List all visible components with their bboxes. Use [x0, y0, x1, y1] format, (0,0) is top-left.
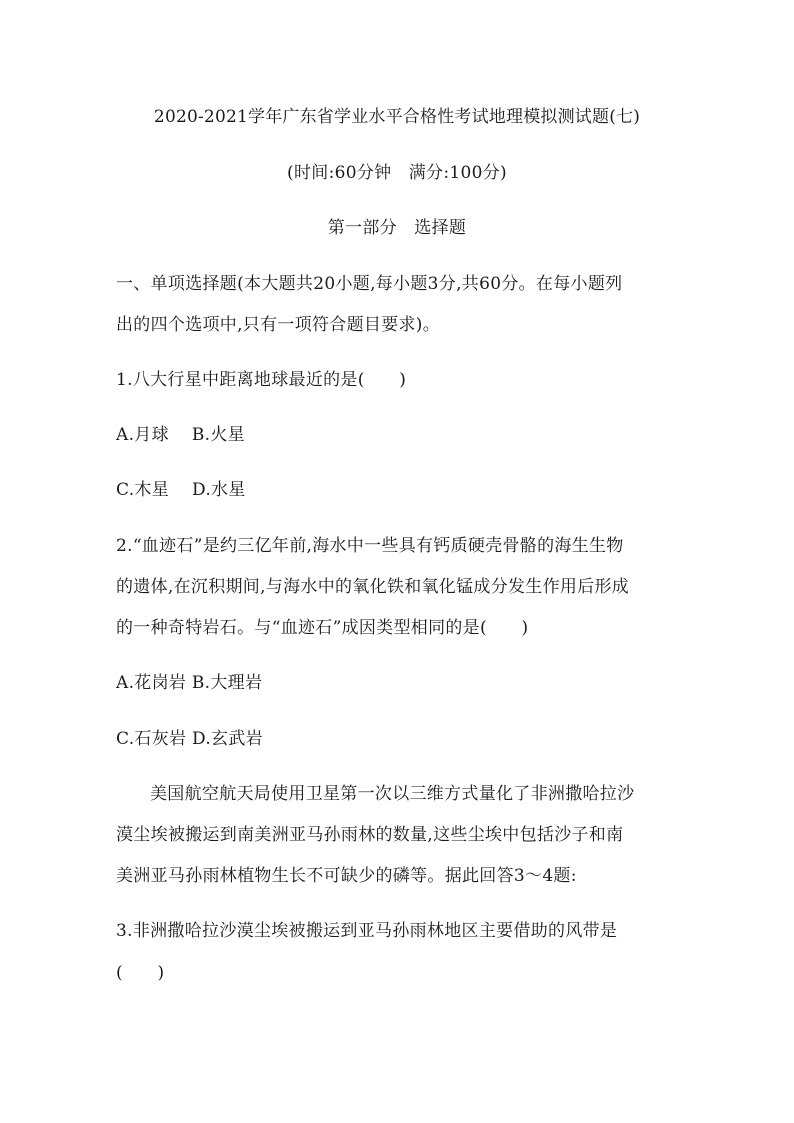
question-3-stem-line-2: ( ) [116, 963, 165, 983]
question-2-options-c-d: C.石灰岩 D.玄武岩 [116, 729, 263, 749]
section-title: 第一部分 选择题 [327, 218, 467, 238]
question-2-options-a-b: A.花岗岩 B.大理岩 [116, 673, 263, 693]
instructions-line-1: 一、单项选择题(本大题共20小题,每小题3分,共60分。在每小题列 [116, 274, 623, 294]
question-1-stem: 1.八大行星中距离地球最近的是( ) [116, 370, 407, 390]
page-title: 2020-2021学年广东省学业水平合格性考试地理模拟测试题(七) [153, 107, 641, 127]
question-3-stem-line-1: 3.非洲撒哈拉沙漠尘埃被搬运到亚马孙雨林地区主要借助的风带是 [116, 921, 618, 941]
question-2-stem-line-1: 2.“血迹石”是约三亿年前,海水中一些具有钙质硬壳骨骼的海生生物 [116, 536, 624, 556]
passage-line-2: 漠尘埃被搬运到南美洲亚马孙雨林的数量,这些尘埃中包括沙子和南 [116, 825, 624, 845]
question-1-options-c-d: C.木星 D.水星 [116, 480, 246, 500]
passage-line-3: 美洲亚马孙雨林植物生长不可缺少的磷等。据此回答3～4题: [116, 866, 577, 886]
question-2-stem-line-2: 的遗体,在沉积期间,与海水中的氧化铁和氧化锰成分发生作用后形成 [116, 577, 630, 597]
exam-info: (时间:60分钟 满分:100分) [287, 163, 507, 183]
question-2-stem-line-3: 的一种奇特岩石。与“血迹石”成因类型相同的是( ) [116, 618, 529, 638]
question-1-options-a-b: A.月球 B.火星 [116, 425, 245, 445]
instructions-line-2: 出的四个选项中,只有一项符合题目要求)。 [116, 315, 441, 335]
passage-line-1: 美国航空航天局使用卫星第一次以三维方式量化了非洲撒哈拉沙 [150, 784, 635, 804]
